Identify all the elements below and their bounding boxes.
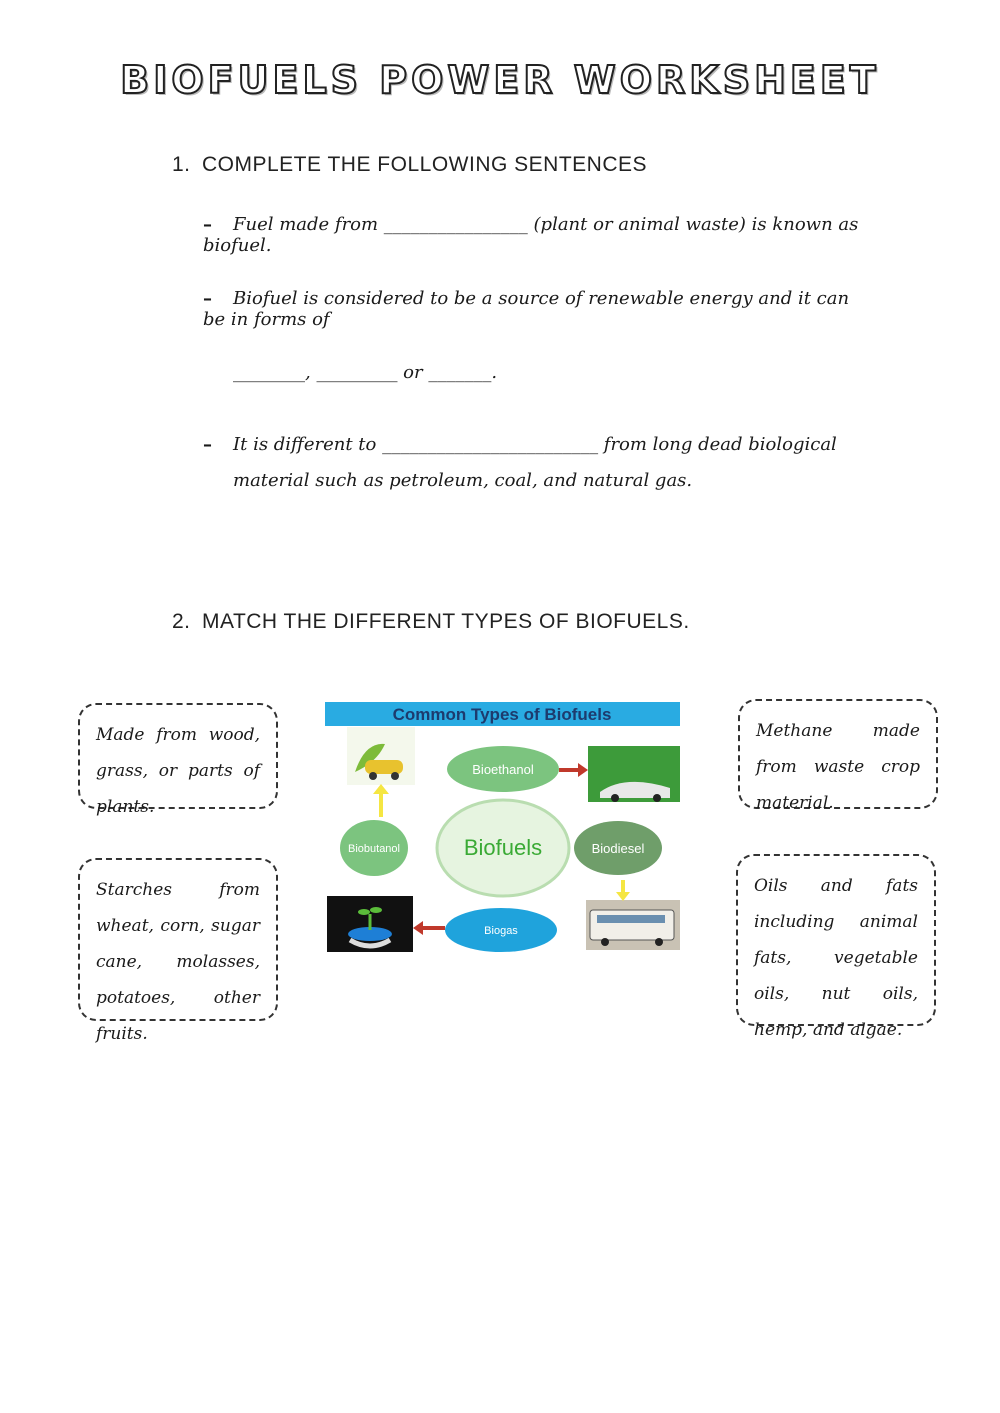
sentence-1-text: Fuel made from ________________ (plant or animal waste) is known as biofuel.	[203, 214, 859, 256]
biofuels-diagram	[325, 702, 680, 964]
sentence-2-blanks: ________, _________ or _______.	[233, 362, 498, 383]
arrow-biobutanol-up	[373, 784, 389, 817]
sentence-3-continued: material such as petroleum, coal, and natural gas.	[233, 470, 693, 491]
match-box-wood[interactable]: Made from wood, grass, or parts of plants.	[78, 703, 278, 809]
question-2-number: 2.	[172, 610, 191, 633]
leaf-car-icon	[347, 727, 415, 785]
node-biodiesel-label: Biodiesel	[591, 841, 645, 856]
diagram-banner-text: Common Types of Biofuels	[392, 705, 612, 724]
match-box-oils[interactable]: Oils and fats including animal fats, vegetable oils, nut oils, hemp, and algae.	[736, 854, 936, 1026]
question-2-title: MATCH THE DIFFERENT TYPES OF BIOFUELS.	[202, 610, 690, 633]
sentence-2	[203, 288, 863, 330]
dash-marker: –	[203, 214, 212, 235]
node-bioethanol-label: Bioethanol	[472, 762, 534, 777]
node-bioethanol	[447, 746, 559, 792]
match-box-methane[interactable]: Methane made from waste crop material.	[738, 699, 938, 809]
green-car-icon	[588, 746, 680, 802]
arrow-biodiesel-down	[616, 880, 630, 901]
hands-sprout-icon	[327, 896, 413, 952]
sentence-2-text: Biofuel is considered to be a source of renewable energy and it can be in forms of	[203, 288, 850, 330]
node-biogas-label: Biogas	[484, 925, 518, 937]
dash-marker: –	[203, 434, 212, 455]
sentence-1	[203, 214, 863, 256]
question-2-heading	[172, 610, 690, 634]
node-biobutanol-label: Biobutanol	[348, 843, 400, 855]
sentence-3	[203, 434, 863, 455]
worksheet-title: BIOFUELS POWER WORKSHEET	[120, 58, 880, 102]
match-box-starches[interactable]: Starches from wheat, corn, sugar cane, molasses, potatoes, other fruits.	[78, 858, 278, 1021]
dash-marker: –	[203, 288, 212, 309]
node-biobutanol	[340, 820, 408, 876]
node-center-biofuels	[437, 800, 569, 896]
sentence-3-text: It is different to ________________________ from long dead biological	[233, 434, 837, 455]
question-1-title: COMPLETE THE FOLLOWING SENTENCES	[202, 153, 648, 176]
question-1-heading	[172, 153, 647, 177]
node-biodiesel	[574, 821, 662, 875]
bus-icon	[586, 900, 680, 950]
node-biogas	[445, 908, 557, 952]
node-center-label: Biofuels	[463, 835, 543, 860]
arrow-bioethanol-right	[559, 763, 588, 777]
arrow-biogas-left	[413, 921, 445, 935]
question-1-number: 1.	[172, 153, 191, 176]
